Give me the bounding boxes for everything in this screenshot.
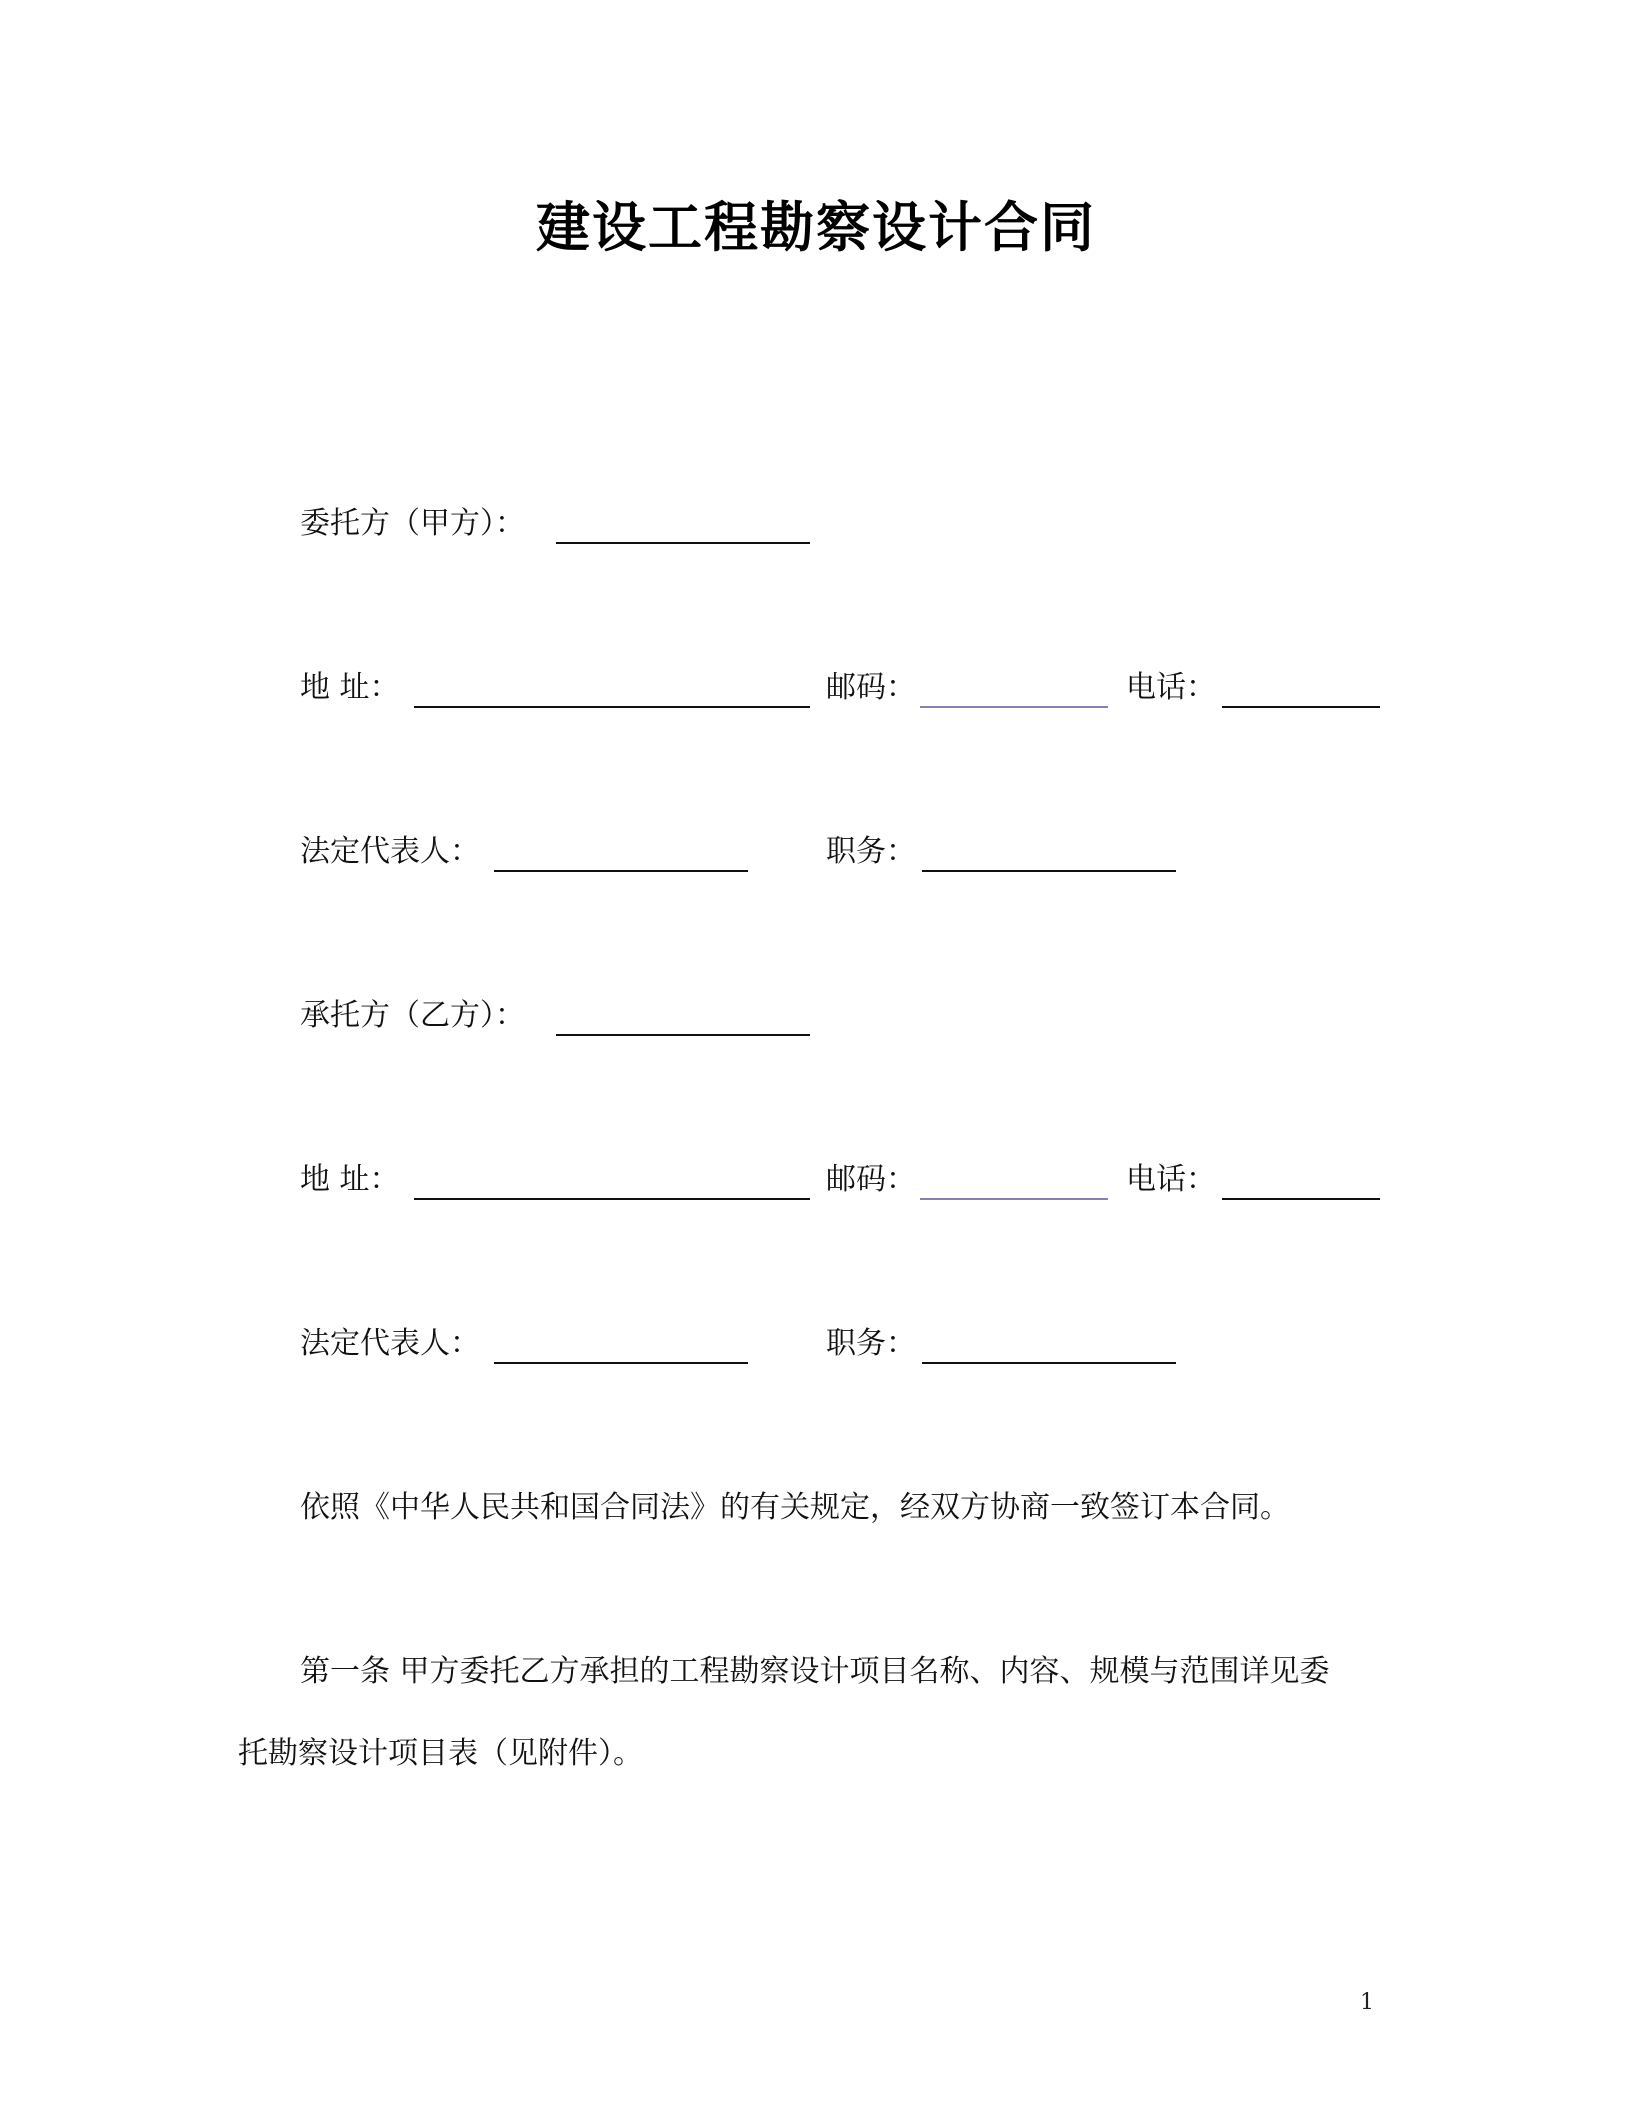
party-a-legal-rep-field[interactable] <box>494 870 748 872</box>
party-a-phone-field[interactable] <box>1222 706 1380 708</box>
party-b-address-field[interactable] <box>414 1198 810 1200</box>
document-title: 建设工程勘察设计合同 <box>536 196 1096 259</box>
party-a-contact-row <box>0 666 1632 710</box>
party-b-rep-row <box>0 1322 1632 1366</box>
party-a-label: 委托方（甲方）： <box>300 506 525 541</box>
party-b-label: 承托方（乙方）： <box>300 998 525 1033</box>
party-a-position-field[interactable] <box>922 870 1176 872</box>
party-a-name-field[interactable] <box>556 542 810 544</box>
party-b-position-field[interactable] <box>922 1362 1176 1364</box>
party-a-row <box>0 502 1632 546</box>
party-a-position-label: 职务： <box>826 834 916 869</box>
party-b-phone-field[interactable] <box>1222 1198 1380 1200</box>
party-b-position-label: 职务： <box>826 1326 916 1361</box>
party-b-postcode-label: 邮码： <box>826 1162 916 1197</box>
party-a-postcode-field[interactable] <box>920 706 1108 708</box>
party-a-rep-row <box>0 830 1632 874</box>
preamble-paragraph: 依照《中华人民共和国合同法》的有关规定，经双方协商一致签订本合同。 <box>300 1490 1290 1525</box>
party-b-contact-row <box>0 1158 1632 1202</box>
party-b-address-label: 地 址： <box>300 1162 400 1197</box>
party-b-legal-rep-label: 法定代表人： <box>300 1326 480 1361</box>
party-b-name-field[interactable] <box>556 1034 810 1036</box>
party-a-legal-rep-label: 法定代表人： <box>300 834 480 869</box>
party-b-phone-label: 电话： <box>1126 1162 1216 1197</box>
party-b-legal-rep-field[interactable] <box>494 1362 748 1364</box>
article-1-line-1: 第一条 甲方委托乙方承担的工程勘察设计项目名称、内容、规模与范围详见委 <box>300 1654 1330 1689</box>
party-a-address-label: 地 址： <box>300 670 400 705</box>
party-a-phone-label: 电话： <box>1126 670 1216 705</box>
article-1-line-2: 托勘察设计项目表（见附件）。 <box>238 1736 643 1771</box>
party-a-postcode-label: 邮码： <box>826 670 916 705</box>
page-number: 1 <box>1360 1990 1374 2015</box>
party-b-postcode-field[interactable] <box>920 1198 1108 1200</box>
party-a-address-field[interactable] <box>414 706 810 708</box>
party-b-row <box>0 994 1632 1038</box>
